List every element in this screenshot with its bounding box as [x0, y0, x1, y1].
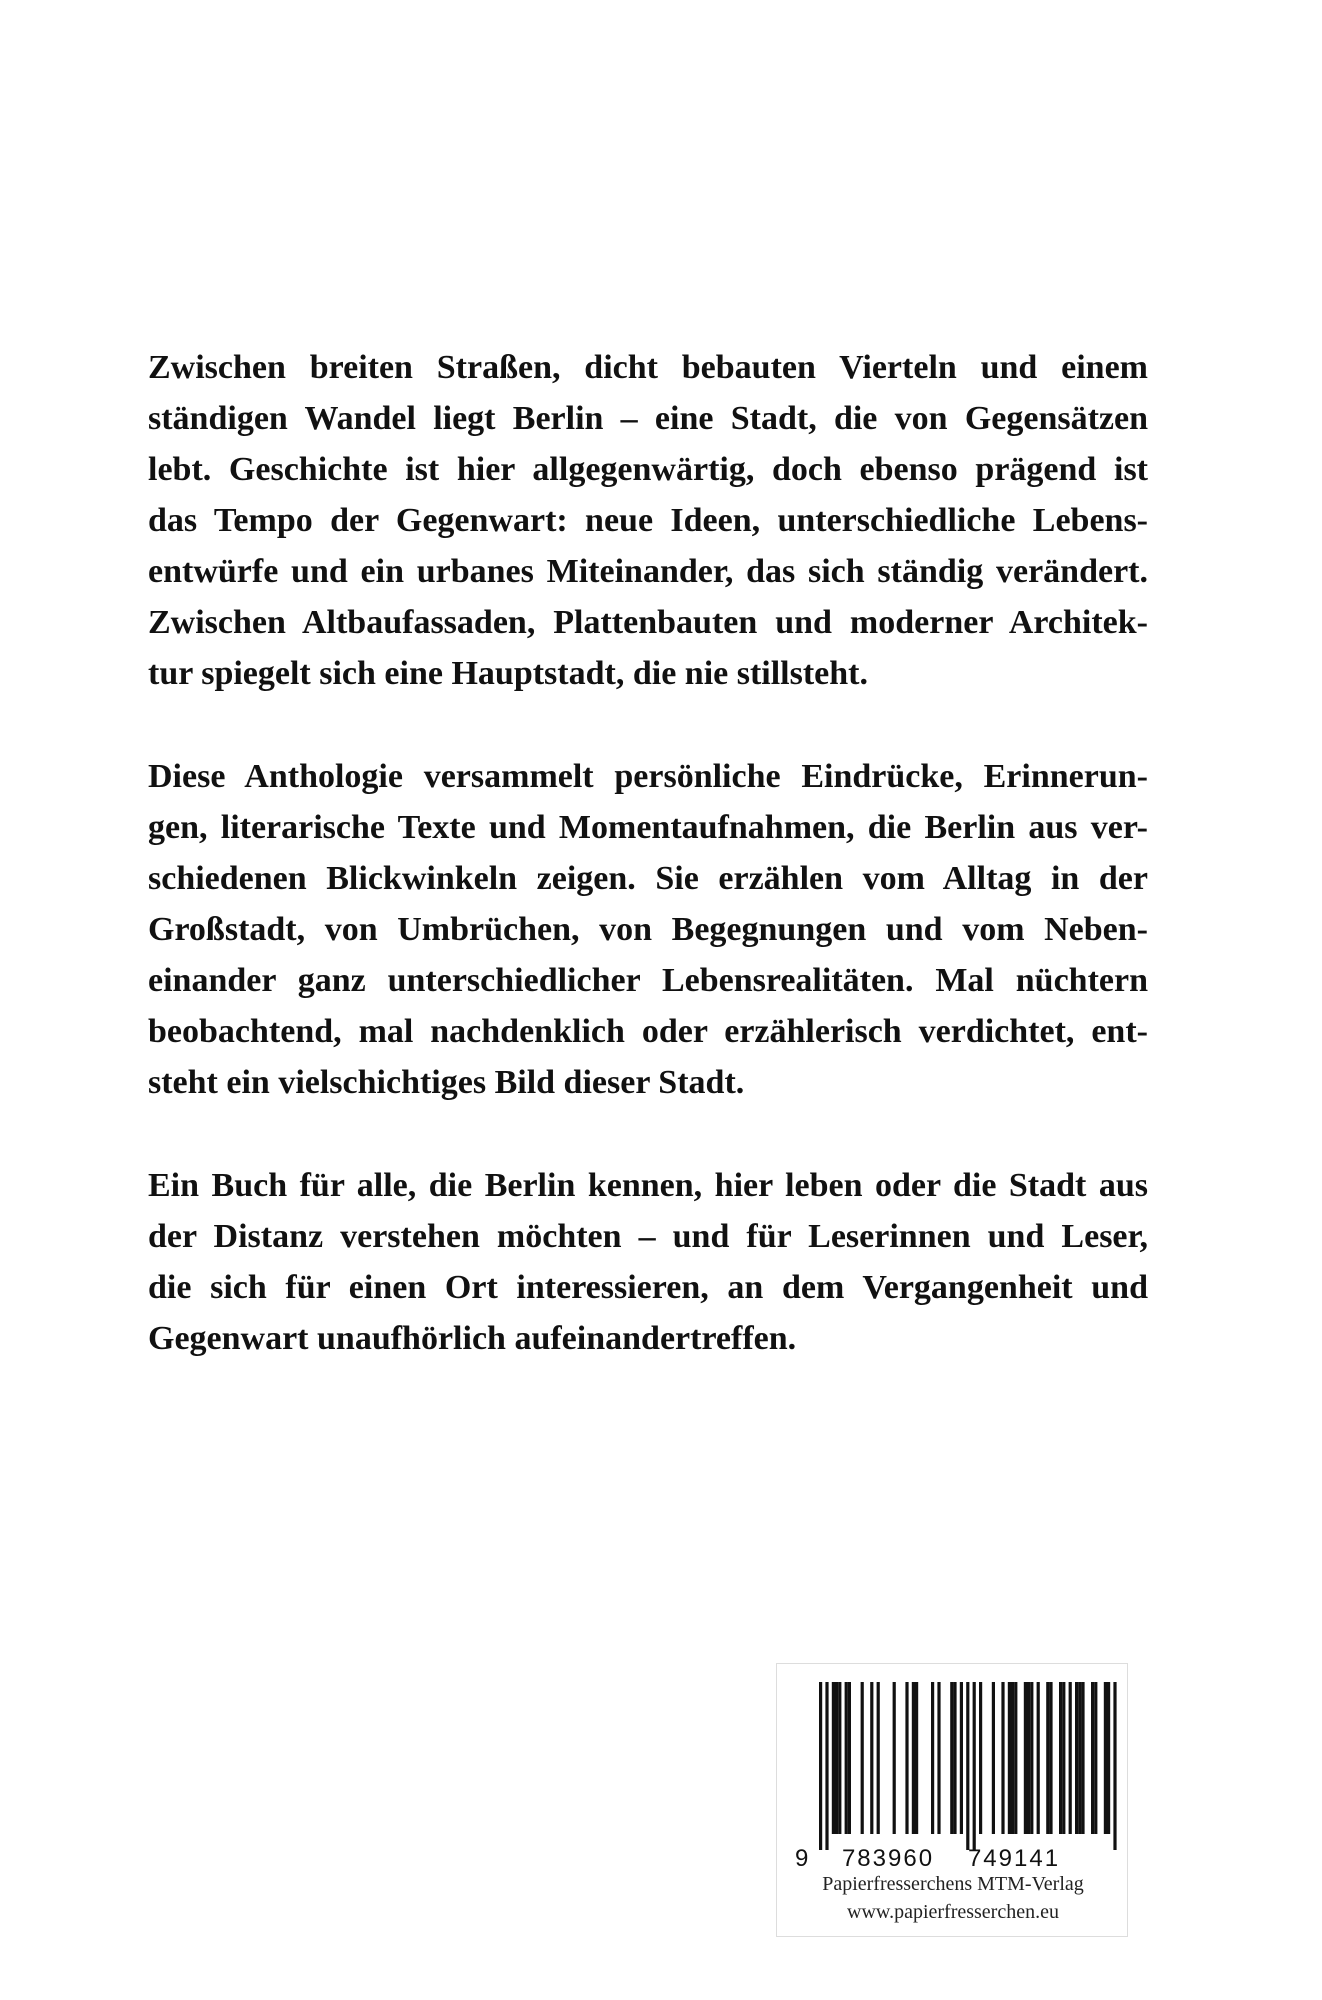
- barcode-bar: [905, 1682, 908, 1834]
- blurb-line: ständigen Wandel liegt Berlin – eine Stadt, die von Gegensätzen: [148, 400, 1148, 437]
- barcode-bar: [835, 1682, 838, 1834]
- isbn-barcode: [789, 1682, 1117, 1870]
- barcode-bar: [1107, 1682, 1110, 1834]
- blurb-line: lebt. Geschichte ist hier allgegenwärtig, doch ebenso prägend ist: [148, 451, 1148, 488]
- blurb-line: Gegenwart unaufhörlich aufeinandertreffen.: [148, 1320, 797, 1357]
- barcode-bar: [861, 1682, 864, 1834]
- barcode-guard-bar: [825, 1682, 828, 1850]
- barcode-bar: [1014, 1682, 1017, 1834]
- barcode-bar: [1030, 1682, 1033, 1834]
- barcode-bar: [838, 1682, 841, 1834]
- barcode-bar: [1027, 1682, 1030, 1834]
- barcode-guard-bar: [966, 1682, 969, 1850]
- publisher-name: Papierfresserchens MTM-Verlag: [822, 1873, 1084, 1895]
- blurb-line: gen, literarische Texte und Momentaufnahmen, die Berlin aus ver-: [148, 809, 1148, 846]
- barcode-bar: [953, 1682, 956, 1834]
- barcode-bar: [960, 1682, 963, 1834]
- barcode-bar: [979, 1682, 982, 1834]
- barcode-bar: [950, 1682, 953, 1834]
- barcode-bar: [937, 1682, 940, 1834]
- barcode-bar: [832, 1682, 835, 1834]
- blurb-line: die sich für einen Ort interessieren, an dem Vergangenheit und: [148, 1269, 1148, 1306]
- blurb-line: Zwischen Altbaufassaden, Plattenbauten und moderner Architek-: [148, 604, 1148, 641]
- blurb-line: tur spiegelt sich eine Hauptstadt, die nie stillsteht.: [148, 655, 868, 692]
- back-cover-blurb: [148, 342, 1148, 1364]
- barcode-bar: [870, 1682, 873, 1834]
- barcode-bar: [1104, 1682, 1107, 1834]
- barcode-bars: [819, 1682, 1117, 1850]
- blurb-line: beobachtend, mal nachdenklich oder erzählerisch verdichtet, ent-: [148, 1013, 1148, 1050]
- barcode-bar: [1069, 1682, 1072, 1834]
- barcode-bar: [931, 1682, 934, 1834]
- barcode-bar: [848, 1682, 851, 1834]
- barcode-bar: [1059, 1682, 1062, 1834]
- barcode-bar: [877, 1682, 880, 1834]
- barcode-bar: [1075, 1682, 1078, 1834]
- barcode-digits-left: 783960: [841, 1845, 935, 1870]
- blurb-line: entwürfe und ein urbanes Miteinander, das sich ständig verändert.: [148, 553, 1148, 590]
- blurb-line: Diese Anthologie versammelt persönliche Eindrücke, Erinnerun-: [148, 758, 1148, 795]
- blurb-line: schiedenen Blickwinkeln zeigen. Sie erzählen vom Alltag in der: [148, 860, 1148, 897]
- blurb-line: einander ganz unterschiedlicher Lebensrealitäten. Mal nüchtern: [148, 962, 1148, 999]
- barcode-bar: [845, 1682, 848, 1834]
- barcode-bar: [1037, 1682, 1040, 1834]
- barcode-bar: [1024, 1682, 1027, 1834]
- publisher-info: [777, 1870, 1129, 1926]
- blurb-paragraph-2: [148, 751, 1148, 1108]
- blurb-paragraph-3: [148, 1160, 1148, 1364]
- blurb-line: steht ein vielschichtiges Bild dieser Stadt.: [148, 1064, 745, 1101]
- isbn-barcode-box: [776, 1663, 1128, 1937]
- barcode-bar: [915, 1682, 918, 1834]
- blurb-line: Zwischen breiten Straßen, dicht bebauten Vierteln und einem: [148, 349, 1148, 386]
- blurb-line: das Tempo der Gegenwart: neue Ideen, unterschiedliche Lebens-: [148, 502, 1148, 539]
- barcode-bar: [1001, 1682, 1004, 1834]
- blurb-paragraph-1: [148, 342, 1148, 699]
- barcode-digits-right: 749141: [967, 1845, 1061, 1870]
- barcode-bar: [1094, 1682, 1097, 1834]
- blurb-line: der Distanz verstehen möchten – und für Leserinnen und Leser,: [148, 1218, 1148, 1255]
- barcode-bar: [1081, 1682, 1084, 1834]
- barcode-bar: [1046, 1682, 1049, 1834]
- paragraph-gap: [148, 699, 1148, 751]
- barcode-bar: [1062, 1682, 1065, 1834]
- barcode-bar: [1008, 1682, 1011, 1834]
- barcode-bar: [992, 1682, 995, 1834]
- blurb-line: Großstadt, von Umbrüchen, von Begegnungen und vom Neben-: [148, 911, 1148, 948]
- barcode-bar: [912, 1682, 915, 1834]
- barcode-digits-lead: 9: [795, 1845, 809, 1870]
- barcode-bar: [893, 1682, 896, 1834]
- publisher-website: www.papierfresserchen.eu: [847, 1901, 1059, 1923]
- barcode-bar: [1011, 1682, 1014, 1834]
- blurb-line: Ein Buch für alle, die Berlin kennen, hier leben oder die Stadt aus: [148, 1167, 1148, 1204]
- barcode-bar: [1049, 1682, 1052, 1834]
- barcode-guard-bar: [819, 1682, 822, 1850]
- paragraph-gap: [148, 1108, 1148, 1160]
- barcode-bar: [1091, 1682, 1094, 1834]
- barcode-bar: [1078, 1682, 1081, 1834]
- barcode-guard-bar: [973, 1682, 976, 1850]
- barcode-guard-bar: [1113, 1682, 1116, 1850]
